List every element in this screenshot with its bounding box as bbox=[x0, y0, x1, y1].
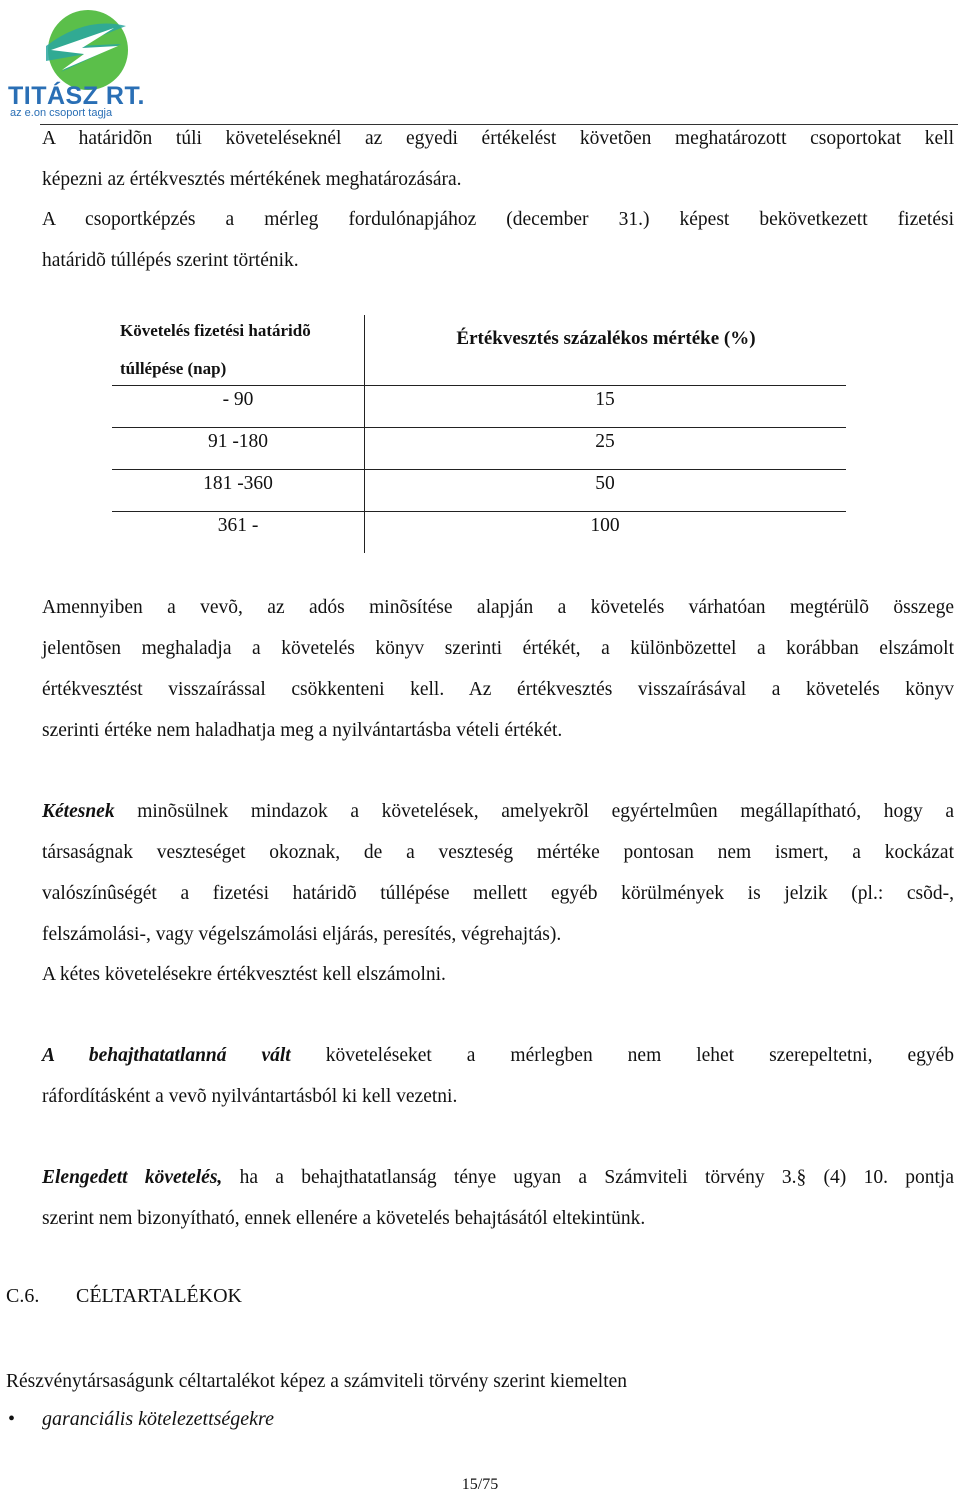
table-row-divider bbox=[112, 385, 846, 386]
logo-emblem-icon bbox=[6, 6, 156, 90]
table-header-days bbox=[120, 312, 360, 388]
logo-tagline: az e.on csoport tagja bbox=[10, 107, 113, 119]
term-behajthatatlan: A behajthatatlanná vált bbox=[42, 1045, 291, 1066]
paragraph-line: társaságnak veszteséget okoznak, de a veszteség mértéke pontosan nem ismert, a kockázat bbox=[42, 842, 954, 863]
table-header-days-line2: túllépése (nap) bbox=[120, 359, 227, 378]
table-cell-percent: 15 bbox=[595, 389, 615, 410]
list-item: garanciális kötelezettségekre bbox=[42, 1408, 274, 1430]
paragraph-line: határidõ túllépés szerint történik. bbox=[42, 250, 299, 271]
table-cell-percent: 25 bbox=[595, 431, 615, 452]
paragraph-line: szerint nem bizonyítható, ennek ellenére a követelés behajtásától eltekintünk. bbox=[42, 1208, 646, 1229]
paragraph-text: ha a behajthatatlanság ténye ugyan a Számviteli törvény 3.§ (4) 10. pontja bbox=[222, 1167, 954, 1188]
table-cell-range: 91 -180 bbox=[207, 431, 269, 452]
table-cell-range: 181 -360 bbox=[203, 473, 273, 494]
paragraph-line: Amennyiben a vevõ, az adós minõsítése alapján a követelés várhatóan megtérülõ összege bbox=[42, 597, 954, 618]
term-ketes: Kétesnek bbox=[42, 801, 115, 822]
logo-name: TITÁSZ RT. bbox=[8, 82, 145, 110]
page-number: 15/75 bbox=[461, 1476, 499, 1493]
paragraph-line: ráfordításként a vevõ nyilvántartásból ki kell vezetni. bbox=[42, 1086, 458, 1107]
paragraph-text: követeléseket a mérlegben nem lehet szerepeltetni, egyéb bbox=[290, 1045, 955, 1066]
section-number: C.6. bbox=[6, 1285, 40, 1307]
bullet-icon: • bbox=[8, 1408, 16, 1430]
table-row-divider bbox=[112, 427, 846, 428]
section-heading bbox=[6, 1285, 242, 1308]
table-cell-range: 361 - bbox=[217, 515, 259, 536]
paragraph-line: valószínûségét a fizetési határidõ túllépése mellett egyéb körülmények is jelzik (pl.: csõd-, bbox=[42, 883, 954, 904]
paragraph-line: értékvesztést visszaírással csökkenteni kell. Az értékvesztés visszaírásával a követelés könyv bbox=[42, 679, 954, 700]
table-header-percent: Értékvesztés százalékos mértéke (%) bbox=[456, 328, 756, 349]
paragraph-line: jelentõsen meghaladja a követelés könyv szerinti értékét, a különbözettel a korábban elszámolt bbox=[42, 638, 954, 659]
table-row-divider bbox=[112, 469, 846, 470]
table-cell-percent: 100 bbox=[590, 515, 620, 536]
paragraph-line: A kétes követelésekre értékvesztést kell elszámolni. bbox=[42, 964, 446, 985]
paragraph-line: felszámolási-, vagy végelszámolási eljárás, peresítés, végrehajtás). bbox=[42, 924, 562, 945]
table-cell-percent: 50 bbox=[595, 473, 615, 494]
table-cell-range: - 90 bbox=[222, 389, 254, 410]
paragraph-line bbox=[42, 791, 954, 832]
paragraph-text: minõsülnek mindazok a követelések, amelyekrõl egyértelmûen megállapítható, hogy a bbox=[114, 801, 954, 822]
paragraph-line bbox=[42, 1035, 954, 1076]
paragraph-line bbox=[42, 1157, 954, 1198]
term-elengedett: Elengedett követelés, bbox=[42, 1167, 223, 1188]
paragraph-line: Részvénytársaságunk céltartalékot képez a számviteli törvény szerint kiemelten bbox=[6, 1371, 628, 1392]
paragraph-line: A csoportképzés a mérleg fordulónapjához (december 31.) képest bekövetkezett fizetési bbox=[42, 209, 954, 230]
paragraph-line: szerinti értéke nem haladhatja meg a nyilvántartásba vételi értékét. bbox=[42, 720, 563, 741]
paragraph-line: A határidõn túli követeléseknél az egyedi értékelést követõen meghatározott csoportokat kell bbox=[42, 128, 954, 149]
paragraph-line: képezni az értékvesztés mértékének meghatározására. bbox=[42, 169, 462, 190]
table-row-divider bbox=[112, 511, 846, 512]
section-title: CÉLTARTALÉKOK bbox=[76, 1285, 242, 1307]
table-header-days-line1: Követelés fizetési határidõ bbox=[120, 321, 311, 340]
